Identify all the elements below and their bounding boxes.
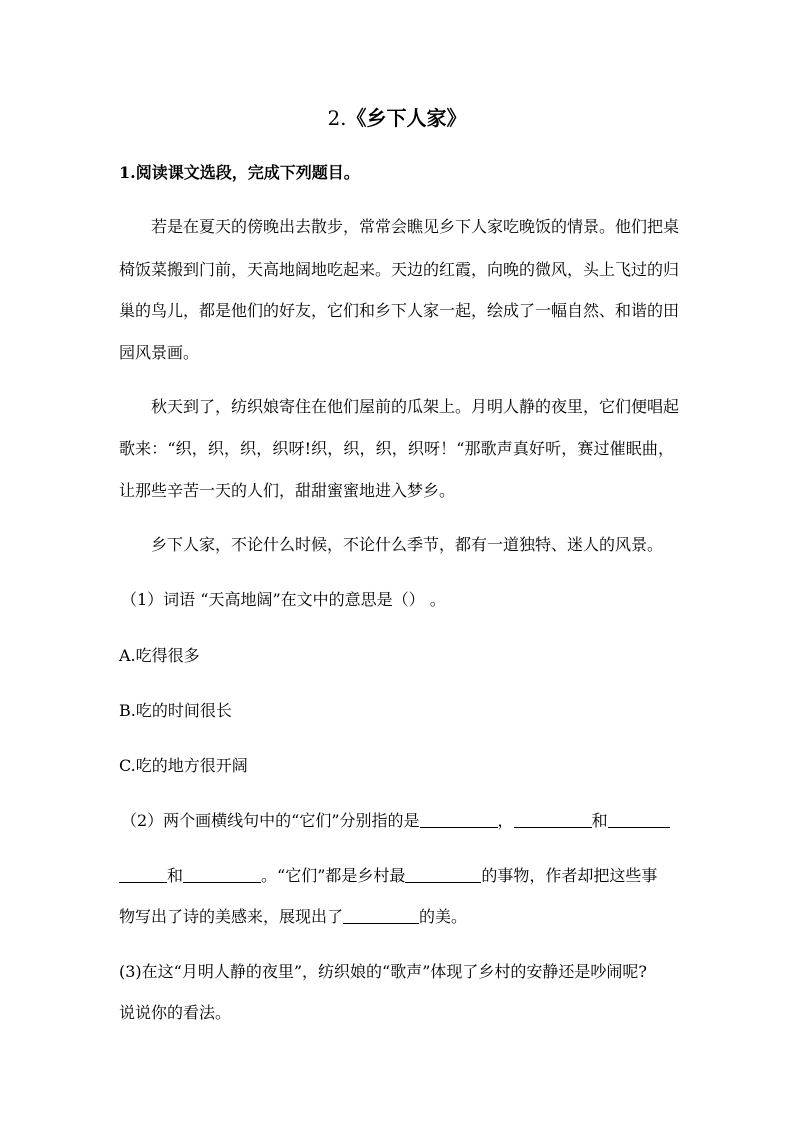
question-1-stem: （1）词语 “天高地阔”在文中的意思是（） 。	[121, 590, 446, 609]
answer-blank-4[interactable]	[183, 866, 261, 883]
question-1-option-c: C.吃的地方很开阔	[119, 756, 248, 775]
question-2-text-g: 物写出了诗的美感来，展现出了	[119, 907, 344, 926]
section-heading: 1.阅读课文选段，完成下列题目。	[119, 163, 360, 182]
passage-p2-line-1: 秋天到了，纺织娘寄住在他们屋前的瓜架上。月明人静的夜里，它们便唱起	[151, 397, 680, 416]
passage-p3: 乡下人家，不论什么时候，不论什么季节，都有一道独特、迷人的风景。	[151, 535, 664, 554]
page-title	[0, 104, 794, 132]
answer-blank-3b[interactable]	[119, 866, 167, 883]
question-2-text-d: 和	[167, 866, 184, 885]
passage-p1-line-1: 若是在夏天的傍晚出去散步，常常会瞧见乡下人家吃晚饭的情景。他们把桌	[151, 217, 680, 236]
answer-blank-5[interactable]	[405, 866, 481, 883]
answer-blank-6[interactable]	[343, 907, 419, 924]
question-2-text-h: 的美。	[419, 907, 468, 926]
question-3-line-1: (3)在这“月明人静的夜里”，纺织娘的“歌声”体现了乡村的安静还是吵闹呢?	[119, 962, 647, 981]
passage-p2-line-3: 让那些辛苦一天的人们，甜甜蜜蜜地进入梦乡。	[119, 481, 456, 500]
question-2-line-1	[121, 810, 681, 832]
title-text: 《乡下人家》	[346, 106, 467, 130]
question-2-text-f: 的事物，作者却把这些事	[481, 866, 658, 885]
answer-blank-2[interactable]	[514, 811, 592, 828]
question-2-text-c: 和	[591, 811, 608, 830]
question-2-line-2	[119, 865, 679, 887]
passage-p1-line-2: 椅饭菜搬到门前，天高地阔地吃起来。天边的红霞，向晚的微风，头上飞过的归	[119, 260, 680, 279]
question-2-text-b: ，	[497, 811, 514, 830]
answer-blank-3a[interactable]	[608, 811, 670, 828]
passage-p2-line-2: 歌来：“织，织，织，织呀!织，织，织，织呀！“那歌声真好听，赛过催眠曲，	[119, 439, 674, 458]
question-1-option-a: A.吃得很多	[119, 646, 200, 665]
question-1-option-b: B.吃的时间很长	[119, 701, 232, 720]
question-2-text-a: （2）两个画横线句中的“它们”分别指的是	[121, 811, 420, 830]
title-number: 2.	[327, 106, 347, 130]
question-3-line-2: 说说你的看法。	[119, 1003, 232, 1022]
question-2-text-e: 。“它们”都是乡村最	[261, 866, 406, 885]
passage-p1-line-3: 巢的鸟儿，都是他们的好友，它们和乡下人家一起，绘成了一幅自然、和谐的田	[119, 301, 680, 320]
passage-p1-line-4: 园风景画。	[119, 343, 200, 362]
question-2-line-3	[119, 906, 679, 928]
answer-blank-1[interactable]	[420, 811, 498, 828]
